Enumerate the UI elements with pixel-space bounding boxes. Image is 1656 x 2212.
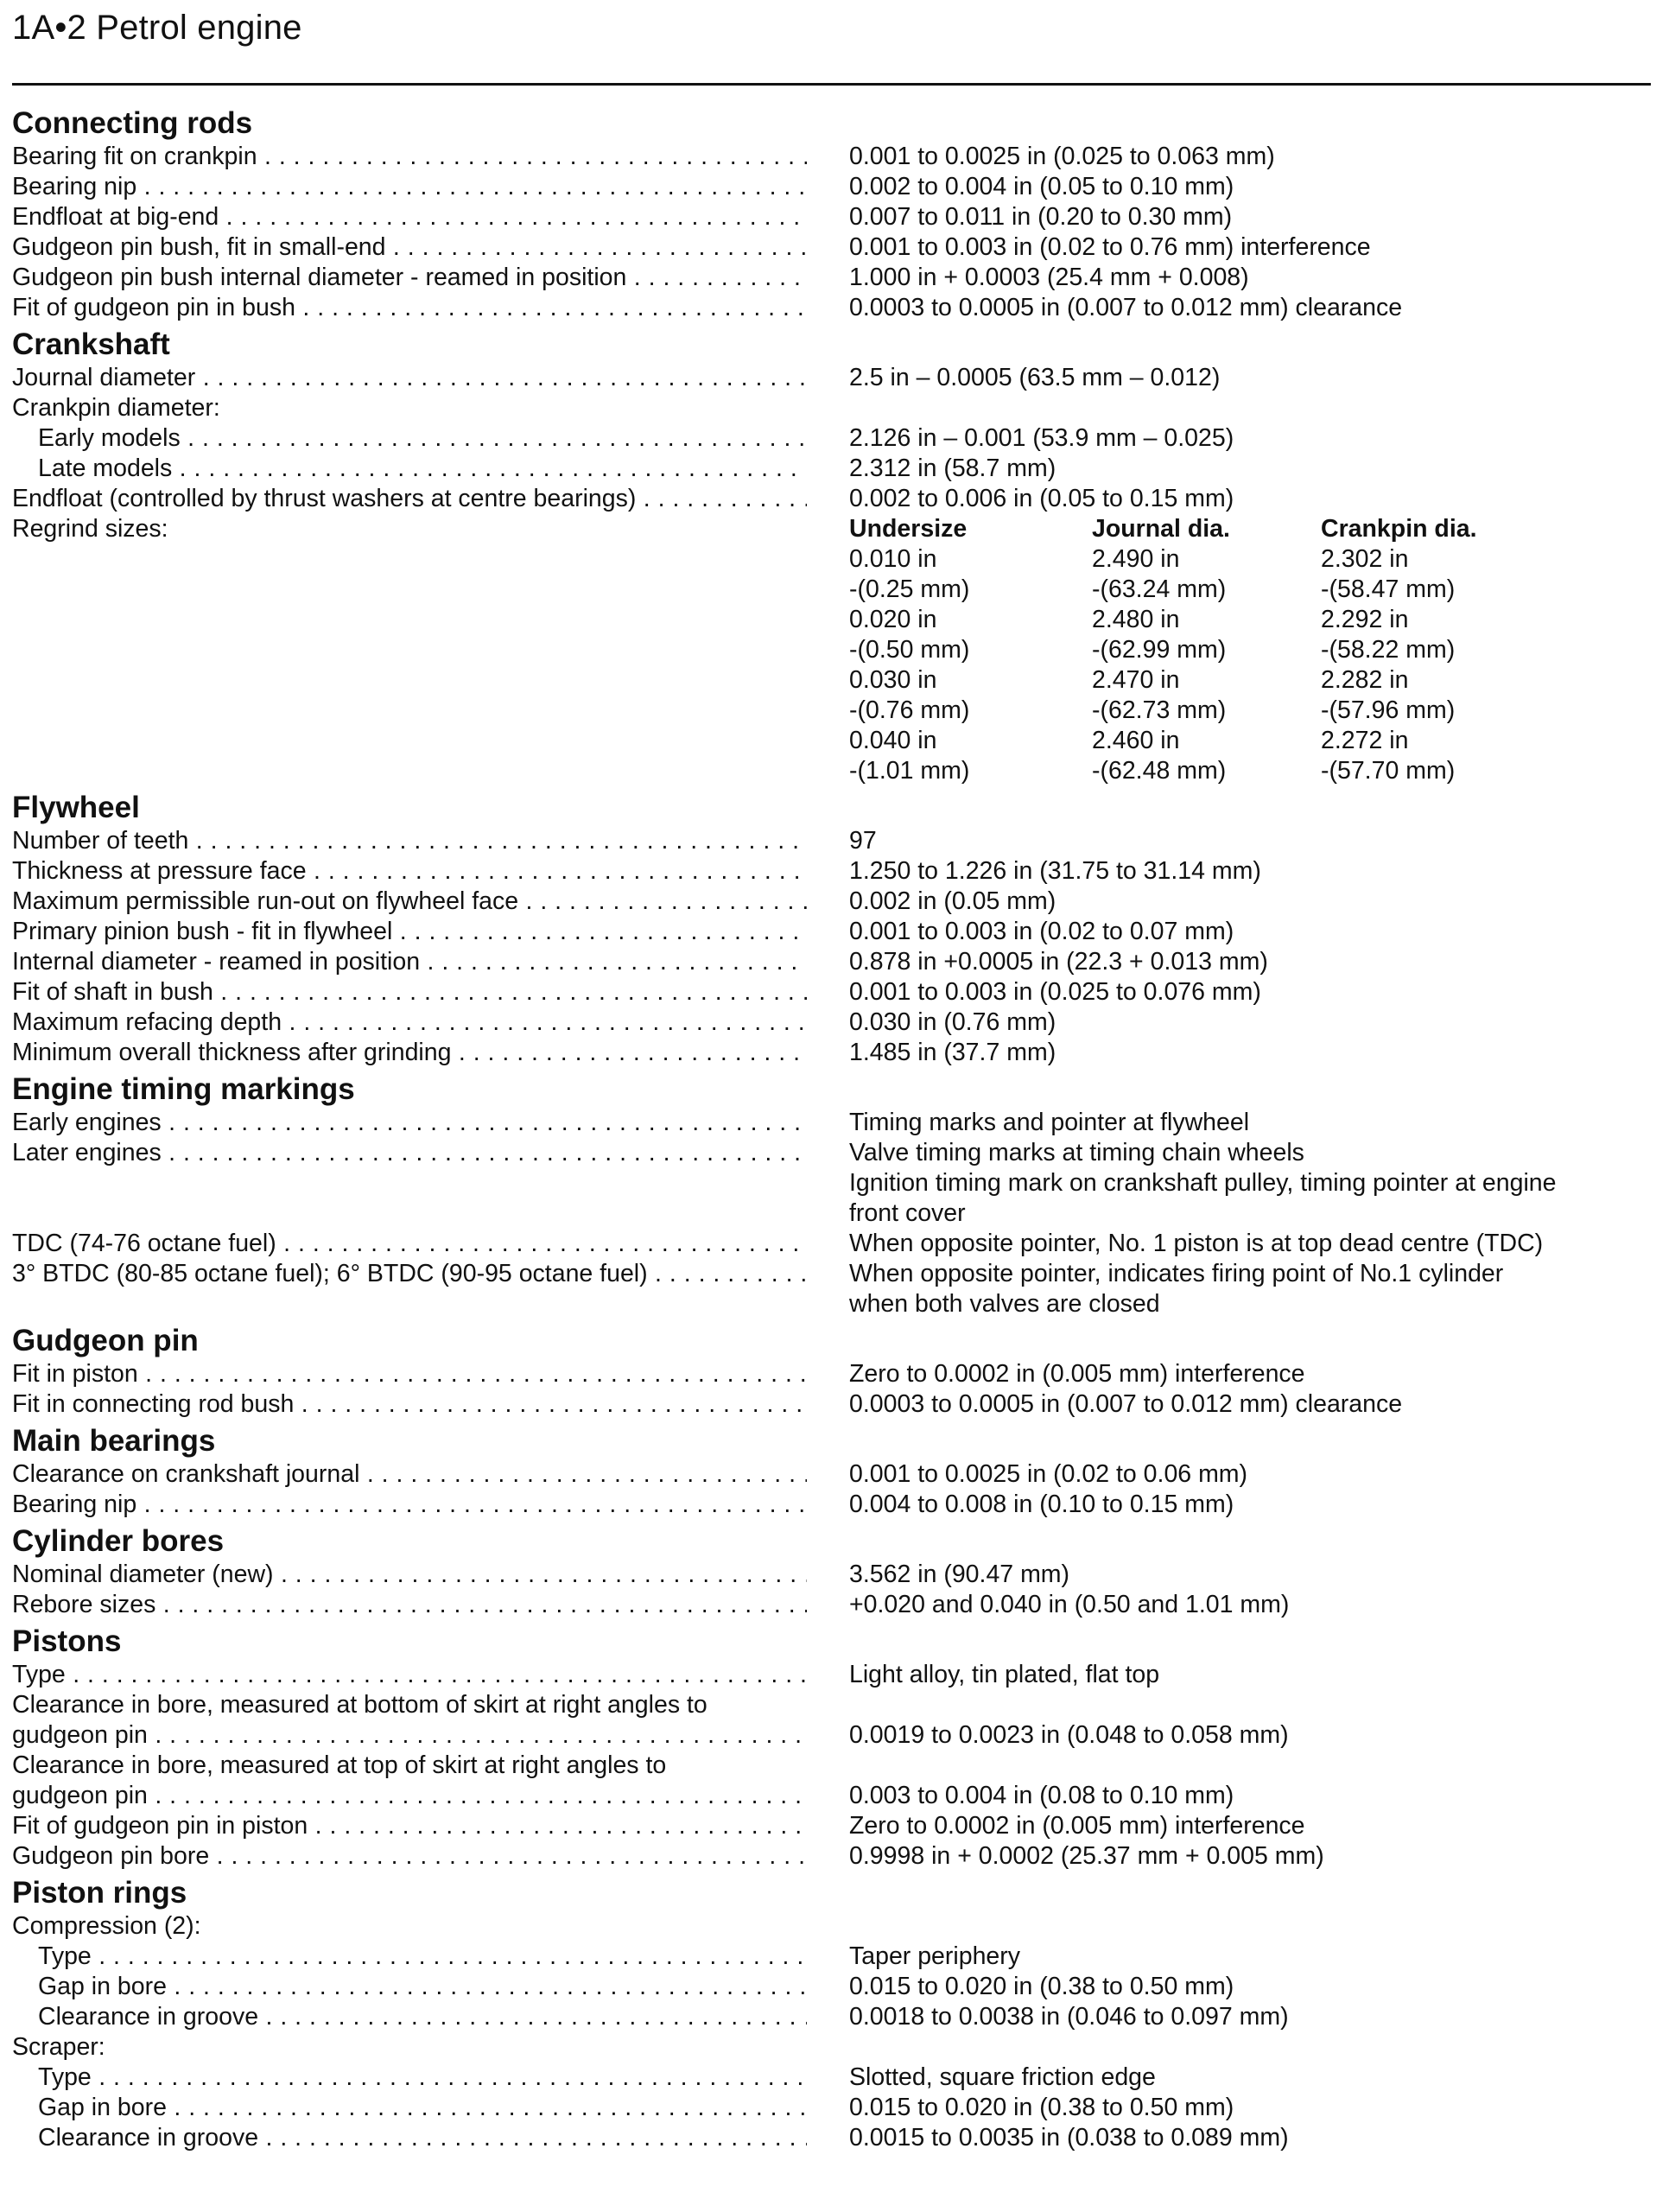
- spec-label: Gudgeon pin bush internal diameter - reamed in position . . .: [12, 263, 807, 293]
- spec-label: Clearance in bore, measured at top of skirt at right angles to: [12, 1751, 667, 1779]
- spec-label: Fit of gudgeon pin in bush . . .: [12, 293, 807, 323]
- spec-label: 3° BTDC (80-85 octane fuel); 6° BTDC (90-95 octane fuel) . . .: [12, 1259, 807, 1289]
- spec-content: [12, 102, 1651, 2153]
- spec-label-line: [12, 1751, 1651, 1781]
- spec-row: [12, 977, 1651, 1007]
- spec-row: [12, 1590, 1651, 1620]
- section-title-gudgeon-pin: Gudgeon pin: [12, 1324, 199, 1357]
- spec-value: Timing marks and pointer at flywheel: [849, 1109, 1250, 1136]
- spec-row: [12, 1972, 1651, 2002]
- spec-value: 0.015 to 0.020 in (0.38 to 0.50 mm): [849, 1973, 1234, 2000]
- regrind-row: [12, 756, 1651, 786]
- spec-row: [12, 1007, 1651, 1038]
- spec-row: [12, 2123, 1651, 2153]
- spec-continuation: [12, 1289, 1651, 1319]
- spec-label: Gap in bore . . .: [38, 2093, 807, 2123]
- spec-row: [12, 202, 1651, 232]
- regrind-header-row: [12, 514, 1651, 544]
- spec-row: [12, 917, 1651, 947]
- spec-row: [12, 1138, 1651, 1168]
- spec-value: 0.9998 in + 0.0002 (25.37 mm + 0.005 mm): [849, 1842, 1324, 1870]
- spec-row: [12, 484, 1651, 514]
- spec-row: [12, 1490, 1651, 1520]
- section-title-flywheel: Flywheel: [12, 791, 140, 824]
- regrind-cell: -(0.50 mm): [849, 636, 970, 664]
- spec-label: Bearing nip . . .: [12, 172, 807, 202]
- spec-label: Type . . .: [38, 1942, 807, 1972]
- regrind-header-crankpin: Crankpin dia.: [1321, 515, 1477, 543]
- regrind-cell: -(62.73 mm): [1092, 696, 1227, 724]
- spec-row: [12, 363, 1651, 393]
- regrind-row: [12, 575, 1651, 605]
- regrind-cell: 0.030 in: [849, 666, 937, 694]
- spec-value: Slotted, square friction edge: [849, 2063, 1156, 2091]
- spec-row: [12, 423, 1651, 454]
- spec-value: Zero to 0.0002 in (0.005 mm) interference: [849, 1360, 1305, 1388]
- spec-label: Internal diameter - reamed in position . . .: [12, 947, 807, 977]
- section-title-pistons: Pistons: [12, 1624, 122, 1658]
- regrind-cell: -(58.47 mm): [1321, 575, 1456, 603]
- spec-value: 0.003 to 0.004 in (0.08 to 0.10 mm): [849, 1782, 1234, 1809]
- section-title-cylinder-bores: Cylinder bores: [12, 1524, 225, 1558]
- regrind-cell: -(63.24 mm): [1092, 575, 1227, 603]
- spec-label: gudgeon pin . . .: [12, 1781, 807, 1811]
- spec-label: Late models . . .: [38, 454, 807, 484]
- regrind-row: [12, 635, 1651, 665]
- spec-value: 1.000 in + 0.0003 (25.4 mm + 0.008): [849, 264, 1249, 291]
- spec-value: 1.250 to 1.226 in (31.75 to 31.14 mm): [849, 857, 1261, 885]
- section-title-connecting-rods: Connecting rods: [12, 106, 253, 140]
- spec-row: [12, 263, 1651, 293]
- spec-label-line: [12, 1690, 1651, 1720]
- spec-label: Fit of gudgeon pin in piston . . .: [12, 1811, 807, 1841]
- spec-label: Type . . .: [38, 2063, 807, 2093]
- spec-value: front cover: [849, 1199, 966, 1227]
- spec-label: Endfloat at big-end . . .: [12, 202, 807, 232]
- spec-value: when both valves are closed: [849, 1290, 1160, 1318]
- spec-subheading: [12, 2032, 1651, 2063]
- spec-label: gudgeon pin . . .: [12, 1720, 807, 1751]
- spec-value: 2.312 in (58.7 mm): [849, 454, 1056, 482]
- spec-value: Light alloy, tin plated, flat top: [849, 1661, 1160, 1688]
- section-title-engine-timing: Engine timing markings: [12, 1072, 355, 1106]
- spec-value: 2.126 in – 0.001 (53.9 mm – 0.025): [849, 424, 1234, 452]
- spec-row: [12, 1229, 1651, 1259]
- spec-value: 1.485 in (37.7 mm): [849, 1039, 1056, 1066]
- spec-value: 0.001 to 0.003 in (0.025 to 0.076 mm): [849, 978, 1261, 1006]
- spec-label: Later engines . . .: [12, 1138, 807, 1168]
- spec-value: 0.001 to 0.003 in (0.02 to 0.76 mm) interference: [849, 233, 1371, 261]
- spec-value: 0.007 to 0.011 in (0.20 to 0.30 mm): [849, 203, 1233, 231]
- spec-row: [12, 1942, 1651, 1972]
- spec-value: 0.002 in (0.05 mm): [849, 887, 1056, 915]
- spec-value: Taper periphery: [849, 1942, 1021, 1970]
- spec-row: [12, 1560, 1651, 1590]
- spec-row: [12, 293, 1651, 323]
- regrind-cell: 2.282 in: [1321, 666, 1409, 694]
- spec-row: [12, 454, 1651, 484]
- regrind-cell: 2.470 in: [1092, 666, 1180, 694]
- regrind-row: [12, 605, 1651, 635]
- spec-value: When opposite pointer, indicates firing point of No.1 cylinder: [849, 1260, 1504, 1287]
- spec-row: [12, 947, 1651, 977]
- spec-label: Type . . .: [12, 1660, 807, 1690]
- regrind-header-undersize: Undersize: [849, 515, 968, 543]
- spec-subheading: [12, 393, 1651, 423]
- regrind-cell: 2.480 in: [1092, 606, 1180, 633]
- spec-label: Early models . . .: [38, 423, 807, 454]
- spec-label: Clearance in groove . . .: [38, 2123, 807, 2153]
- spec-value: +0.020 and 0.040 in (0.50 and 1.01 mm): [849, 1591, 1290, 1618]
- spec-row: [12, 2063, 1651, 2093]
- regrind-cell: -(0.25 mm): [849, 575, 970, 603]
- regrind-cell: 0.020 in: [849, 606, 937, 633]
- spec-label: Regrind sizes:: [12, 515, 168, 543]
- spec-row: [12, 1108, 1651, 1138]
- spec-value: 0.001 to 0.0025 in (0.02 to 0.06 mm): [849, 1460, 1248, 1488]
- spec-value: 0.001 to 0.003 in (0.02 to 0.07 mm): [849, 918, 1234, 945]
- spec-label: Fit of shaft in bush . . .: [12, 977, 807, 1007]
- spec-value: 0.0018 to 0.0038 in (0.046 to 0.097 mm): [849, 2003, 1289, 2031]
- spec-value: 0.002 to 0.004 in (0.05 to 0.10 mm): [849, 173, 1234, 200]
- spec-value: 0.001 to 0.0025 in (0.025 to 0.063 mm): [849, 143, 1275, 170]
- spec-label: Gudgeon pin bore . . .: [12, 1841, 807, 1872]
- spec-row: [12, 1459, 1651, 1490]
- regrind-cell: 0.040 in: [849, 727, 937, 754]
- spec-value: 0.0019 to 0.0023 in (0.048 to 0.058 mm): [849, 1721, 1289, 1749]
- spec-label: Early engines . . .: [12, 1108, 807, 1138]
- spec-row: [12, 142, 1651, 172]
- spec-label: Gudgeon pin bush, fit in small-end . . .: [12, 232, 807, 263]
- regrind-cell: -(57.96 mm): [1321, 696, 1456, 724]
- page-header: 1A•2 Petrol engine: [12, 9, 302, 47]
- regrind-cell: 0.010 in: [849, 545, 937, 573]
- spec-label: Maximum permissible run-out on flywheel face . . .: [12, 887, 807, 917]
- spec-value: Zero to 0.0002 in (0.005 mm) interference: [849, 1812, 1305, 1840]
- section-title-piston-rings: Piston rings: [12, 1876, 187, 1910]
- spec-value: 0.030 in (0.76 mm): [849, 1008, 1056, 1036]
- spec-label: Fit in connecting rod bush . . .: [12, 1389, 807, 1420]
- spec-row: [12, 1259, 1651, 1289]
- spec-label: Thickness at pressure face . . .: [12, 856, 807, 887]
- regrind-cell: -(58.22 mm): [1321, 636, 1456, 664]
- spec-value: 0.0003 to 0.0005 in (0.007 to 0.012 mm) clearance: [849, 294, 1403, 321]
- spec-label: Minimum overall thickness after grinding . . .: [12, 1038, 807, 1068]
- regrind-cell: -(0.76 mm): [849, 696, 970, 724]
- regrind-cell: -(62.99 mm): [1092, 636, 1227, 664]
- spec-label: Gap in bore . . .: [38, 1972, 807, 2002]
- spec-label: Maximum refacing depth . . .: [12, 1007, 807, 1038]
- spec-row: [12, 172, 1651, 202]
- section-title-crankshaft: Crankshaft: [12, 327, 170, 361]
- spec-value: 0.015 to 0.020 in (0.38 to 0.50 mm): [849, 2094, 1234, 2121]
- spec-label: Clearance on crankshaft journal . . .: [12, 1459, 807, 1490]
- regrind-row: [12, 665, 1651, 696]
- spec-value: 0.0003 to 0.0005 in (0.007 to 0.012 mm) clearance: [849, 1390, 1403, 1418]
- spec-label: TDC (74-76 octane fuel) . . .: [12, 1229, 807, 1259]
- spec-value: Ignition timing mark on crankshaft pulley, timing pointer at engine: [849, 1169, 1557, 1197]
- spec-row: [12, 1841, 1651, 1872]
- regrind-cell: -(57.70 mm): [1321, 757, 1456, 785]
- spec-row: [12, 1660, 1651, 1690]
- regrind-row: [12, 544, 1651, 575]
- spec-row: [12, 887, 1651, 917]
- spec-subheading: [12, 1911, 1651, 1942]
- spec-label: Scraper:: [12, 2033, 105, 2061]
- spec-continuation: [12, 1168, 1651, 1198]
- spec-label: Rebore sizes . . .: [12, 1590, 807, 1620]
- spec-label: Number of teeth . . .: [12, 826, 807, 856]
- regrind-row: [12, 726, 1651, 756]
- spec-value: 0.004 to 0.008 in (0.10 to 0.15 mm): [849, 1491, 1234, 1518]
- spec-continuation: [12, 1198, 1651, 1229]
- spec-label: Endfloat (controlled by thrust washers at centre bearings) . . .: [12, 484, 807, 514]
- regrind-cell: 2.460 in: [1092, 727, 1180, 754]
- spec-row: [12, 1389, 1651, 1420]
- spec-label: Clearance in bore, measured at bottom of skirt at right angles to: [12, 1691, 707, 1719]
- spec-row: [12, 1359, 1651, 1389]
- spec-label: Nominal diameter (new) . . .: [12, 1560, 807, 1590]
- regrind-cell: 2.292 in: [1321, 606, 1409, 633]
- spec-value: 0.0015 to 0.0035 in (0.038 to 0.089 mm): [849, 2124, 1289, 2152]
- regrind-row: [12, 696, 1651, 726]
- spec-value: 0.878 in +0.0005 in (22.3 + 0.013 mm): [849, 948, 1268, 976]
- spec-label: Crankpin diameter:: [12, 394, 220, 422]
- spec-value: 3.562 in (90.47 mm): [849, 1560, 1070, 1588]
- spec-label: Bearing fit on crankpin . . .: [12, 142, 807, 172]
- header-rule: [12, 83, 1651, 86]
- spec-label: Compression (2):: [12, 1912, 201, 1940]
- spec-label: Bearing nip . . .: [12, 1490, 807, 1520]
- regrind-cell: 2.490 in: [1092, 545, 1180, 573]
- spec-row: [12, 232, 1651, 263]
- spec-value: 2.5 in – 0.0005 (63.5 mm – 0.012): [849, 364, 1221, 391]
- spec-row: [12, 2002, 1651, 2032]
- section-title-main-bearings: Main bearings: [12, 1424, 216, 1458]
- spec-value: 97: [849, 827, 877, 855]
- spec-label: Clearance in groove . . .: [38, 2002, 807, 2032]
- regrind-cell: -(1.01 mm): [849, 757, 970, 785]
- spec-row: [12, 2093, 1651, 2123]
- regrind-cell: 2.302 in: [1321, 545, 1409, 573]
- spec-row: [12, 856, 1651, 887]
- regrind-header-journal: Journal dia.: [1092, 515, 1230, 543]
- regrind-cell: -(62.48 mm): [1092, 757, 1227, 785]
- spec-label: Primary pinion bush - fit in flywheel . . .: [12, 917, 807, 947]
- spec-row: [12, 1811, 1651, 1841]
- regrind-cell: 2.272 in: [1321, 727, 1409, 754]
- spec-label: Journal diameter . . .: [12, 363, 807, 393]
- spec-value: When opposite pointer, No. 1 piston is at top dead centre (TDC): [849, 1230, 1544, 1257]
- spec-label: Fit in piston . . .: [12, 1359, 807, 1389]
- spec-row: [12, 1781, 1651, 1811]
- spec-value: Valve timing marks at timing chain wheels: [849, 1139, 1304, 1166]
- spec-value: 0.002 to 0.006 in (0.05 to 0.15 mm): [849, 485, 1234, 512]
- spec-row: [12, 1720, 1651, 1751]
- spec-row: [12, 826, 1651, 856]
- spec-row: [12, 1038, 1651, 1068]
